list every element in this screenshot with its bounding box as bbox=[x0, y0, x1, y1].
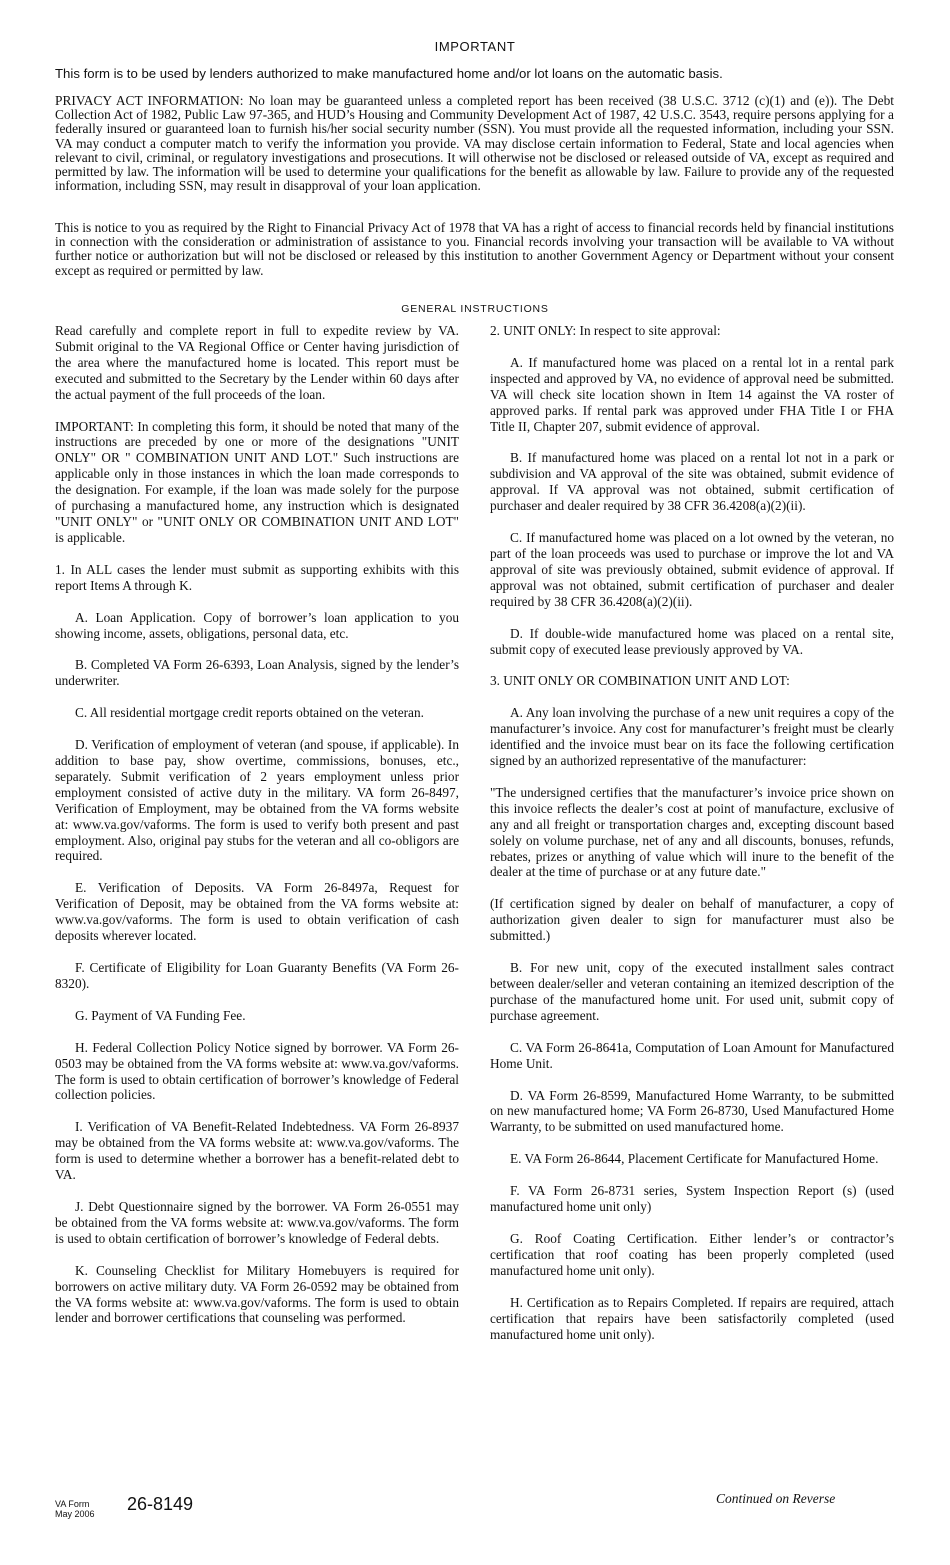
item-2c-paragraph: C. If manufactured home was placed on a lot owned by the veteran, no part of the loan proceeds was used to purchase or improve the lot and VA approval of site was previously obtained, submit evidence of approval. If approval was not obtained, submit certification of purchaser and dealer required by 38 CFR 36.4208(a)(2)(ii). bbox=[490, 530, 894, 609]
item-2b-paragraph: B. If manufactured home was placed on a rental lot not in a park or subdivision and VA approval of the site was obtained, submit evidence of approval. If VA approval was not obtained, submit certification of purchaser and dealer required by 38 CFR 36.4208(a)(2)(ii). bbox=[490, 450, 894, 514]
important-heading: IMPORTANT bbox=[434, 39, 516, 54]
item-3d-paragraph: D. VA Form 26-8599, Manufactured Home Warranty, to be submitted on new manufactured home; VA Form 26-8730, Used Manufactured Home Warranty, to be submitted on used manufactured home. bbox=[490, 1087, 894, 1135]
form-label: VA Form bbox=[55, 1499, 90, 1509]
item-1j-paragraph: J. Debt Questionnaire signed by the borrower. VA Form 26-0551 may be obtained from the VA forms website at: www.va.gov/vaforms. The form is used to obtain certification of borrower’s knowledge of Federal debts. bbox=[55, 1198, 459, 1246]
item-3e-paragraph: E. VA Form 26-8644, Placement Certificate for Manufactured Home. bbox=[510, 1151, 879, 1167]
item-3g-paragraph: G. Roof Coating Certification. Either lender’s or contractor’s certification that roof coating has been properly completed (used manufactured home unit only). bbox=[490, 1230, 894, 1278]
item-1i-paragraph: I. Verification of VA Benefit-Related Indebtedness. VA Form 26-8937 may be obtained from the VA forms website at: www.va.gov/vaforms. The form is used to determine whether a borrower has a benefit-related debt to VA. bbox=[55, 1119, 459, 1183]
item-1-paragraph: 1. In ALL cases the lender must submit as supporting exhibits with this report Items A through K. bbox=[55, 561, 459, 593]
item-3-paragraph: 3. UNIT ONLY OR COMBINATION UNIT AND LOT: bbox=[490, 673, 790, 689]
item-1a-paragraph: A. Loan Application. Copy of borrower’s loan application to you showing income, assets, obligations, personal data, etc. bbox=[55, 609, 459, 641]
item-2-paragraph: 2. UNIT ONLY: In respect to site approval: bbox=[490, 323, 721, 338]
item-1b-paragraph: B. Completed VA Form 26-6393, Loan Analysis, signed by the lender’s underwriter. bbox=[55, 657, 459, 689]
dealer-authorization-note: (If certification signed by dealer on behalf of manufacturer, a copy of authorization given dealer to sign for manufacturer must also be submitted.) bbox=[490, 896, 894, 944]
item-3b-paragraph: B. For new unit, copy of the executed installment sales contract between dealer/seller and veteran containing an itemized description of the purchase of the manufactured home unit. For used unit, submit copy of purchase agreement. bbox=[490, 960, 894, 1023]
item-1k-paragraph: K. Counseling Checklist for Military Homebuyers is required for borrowers on active military duty. VA Form 26-0592 may be obtained from the VA forms website at: www.va.gov/vaforms. The form is used to obtain lender and borrower certifications that counseling was performed. bbox=[55, 1262, 459, 1326]
form-date: May 2006 bbox=[55, 1509, 95, 1519]
privacy-act-paragraph: PRIVACY ACT INFORMATION: No loan may be guaranteed unless a completed report has been received (38 U.S.C. 3712 (c)(1) and (e)). The Debt Collection Act of 1982, Public Law 97-365, and HUD’s Housing and Community Development Act of 1987, 42 U.S.C. 3543, require persons applying for a federally insured or guaranteed loan to furnish his/her social security number (SSN). You must provide all the requested information, including your SSN. VA may conduct a computer match to verify the information you provide. VA may disclose certain information to Federal, State and local agencies when relevant to civil, criminal, or regulatory investigations and prosecutions. It will otherwise not be disclosed or released outside of VA, except as required and permitted by law. The information will be used to determine your qualifications for the benefit as allowable by law. Failure to provide any of the requested information, including SSN, may result in disapproval of your loan application. bbox=[55, 93, 894, 194]
left-instructions-column bbox=[55, 323, 459, 1342]
important-note-paragraph: IMPORTANT: In completing this form, it should be noted that many of the instructions are preceded by one or more of the designations "UNIT ONLY" OR " COMBINATION UNIT AND LOT." Such instructions are applicable only in those instances in which the loan made corresponds to the designation. For example, if the loan was made solely for the purpose of purchasing a manufactured home, any instruction which is designated "UNIT ONLY" or "UNIT ONLY OR COMBINATION UNIT AND LOT" is applicable. bbox=[55, 418, 459, 545]
right-instructions-column bbox=[490, 323, 894, 1358]
item-3a-paragraph: A. Any loan involving the purchase of a new unit requires a copy of the manufacturer’s invoice. Any cost for manufacturer’s freight must be clearly identified and the invoice must bear on its face the following certification signed by an authorized representative of the manufacturer: bbox=[490, 705, 894, 769]
item-1h-paragraph: H. Federal Collection Policy Notice signed by borrower. VA Form 26-0503 may be obtained from the VA forms website at: www.va.gov/vaforms. The form is used to obtain certification of borrower’s knowledge of Federal collection policies. bbox=[55, 1039, 459, 1103]
general-instructions-heading: GENERAL INSTRUCTIONS bbox=[401, 303, 549, 315]
continued-on-reverse: Continued on Reverse bbox=[716, 1491, 836, 1506]
item-3c-paragraph: C. VA Form 26-8641a, Computation of Loan Amount for Manufactured Home Unit. bbox=[490, 1039, 894, 1071]
item-1f-paragraph: F. Certificate of Eligibility for Loan Guaranty Benefits (VA Form 26-8320). bbox=[55, 960, 459, 991]
item-3h-paragraph: H. Certification as to Repairs Completed. If repairs are required, attach certification that repairs have been satisfactorily completed (used manufactured home unit only). bbox=[490, 1294, 894, 1342]
manufacturer-certification-quote: "The undersigned certifies that the manufacturer’s invoice price shown on this invoice reflects the dealer’s cost at point of manufacture, exclusive of any and all freight or transportation charges and, excepting discount based solely on volume purchase, net of any and all discounts, bonuses, refunds, rebates, prizes or anything of value which will inure to the benefit of the dealer at the time of purchase or at any future date." bbox=[490, 784, 894, 880]
item-1d-paragraph: D. Verification of employment of veteran (and spouse, if applicable). In addition to base pay, show overtime, commissions, bonuses, etc., separately. Submit verification of 2 years employment unless prior employment consisted of active duty in the military. VA form 26-8497, Verification of Employment, may be obtained from the VA forms website at: www.va.gov/vaforms. The form is used to verify both present and past employment. Also, original pay stubs for the veteran and all co-obligors are required. bbox=[55, 737, 459, 864]
lenders-statement: This form is to be used by lenders authorized to make manufactured home and/or lot loans on the automatic basis. bbox=[55, 66, 723, 81]
item-2d-paragraph: D. If double-wide manufactured home was placed on a rental site, submit copy of executed lease previously approved by VA. bbox=[490, 625, 894, 657]
form-number: 26-8149 bbox=[127, 1494, 194, 1514]
item-3f-paragraph: F. VA Form 26-8731 series, System Inspection Report (s) (used manufactured home unit only) bbox=[490, 1183, 894, 1215]
form-label-block bbox=[55, 1499, 95, 1519]
item-1c-paragraph: C. All residential mortgage credit reports obtained on the veteran. bbox=[75, 705, 424, 721]
item-1g-paragraph: G. Payment of VA Funding Fee. bbox=[75, 1007, 246, 1023]
item-1e-paragraph: E. Verification of Deposits. VA Form 26-8497a, Request for Verification of Deposit, may be obtained from the VA forms website at: www.va.gov/vaforms. The form is used to obtain verification of cash deposits wherever located. bbox=[55, 880, 459, 944]
financial-privacy-notice: This is notice to you as required by the Right to Financial Privacy Act of 1978 that VA has a right of access to financial records held by financial institutions in connection with the consideration or administration of assistance to you. Financial records involving your transaction will be available to VA without further notice or authorization but will not be disclosed or released by this institution to another Government Agency or Department without your consent except as required or permitted by law. bbox=[55, 220, 894, 278]
item-2a-paragraph: A. If manufactured home was placed on a rental lot in a rental park inspected and approved by VA, no evidence of approval need be submitted. VA will check site location shown in Item 14 against the VA roster of approved parks. If rental park was approved under FHA Title I or FHA Title II, Chapter 207, submit evidence of approval. bbox=[490, 354, 894, 434]
read-carefully-paragraph: Read carefully and complete report in full to expedite review by VA. Submit original to the VA Regional Office or Center having jurisdiction of the area where the manufactured home is located. This report must be executed and submitted to the Secretary by the Lender within 60 days after the actual payment of the full proceeds of the loan. bbox=[55, 323, 459, 402]
